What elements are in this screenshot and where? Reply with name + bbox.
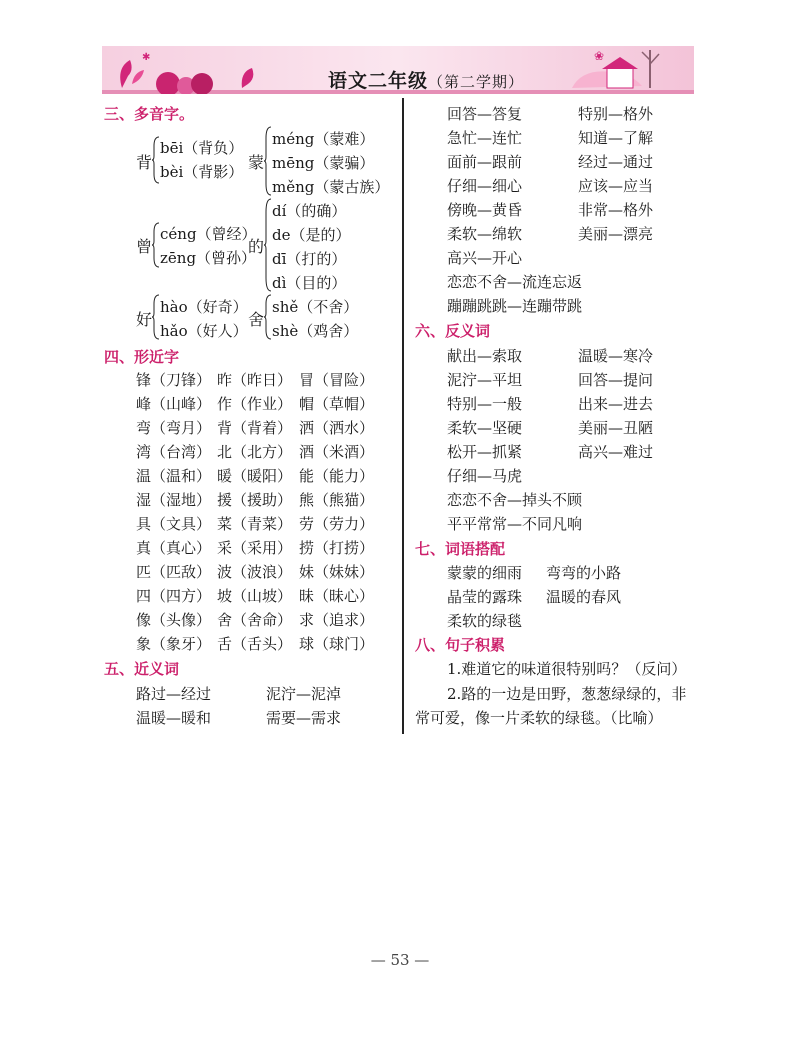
- similar-char-cell: 象（象牙）: [136, 635, 212, 653]
- antonym-pair: 出来—进去: [578, 395, 654, 413]
- similar-char-cell: 坡（山坡）: [217, 587, 293, 605]
- antonym-pair: 平平常常—不同凡响: [447, 515, 583, 533]
- synonym-pair: 温暖—暖和: [136, 709, 212, 727]
- similar-char-cell: 冒（冒险）: [299, 371, 375, 389]
- brace: [264, 294, 272, 340]
- poly-char: 曾: [136, 237, 153, 256]
- poly-reading: dí（的确）: [272, 202, 347, 220]
- brace: [152, 294, 160, 340]
- brace: [264, 198, 272, 292]
- poly-char: 好: [136, 310, 153, 329]
- poly-char: 舍: [248, 310, 265, 329]
- synonym-pair: 蹦蹦跳跳—连蹦带跳: [447, 297, 583, 315]
- similar-char-cell: 舌（舌头）: [217, 635, 293, 653]
- poly-reading: shè（鸡舍）: [272, 322, 359, 340]
- synonym-pair: 经过—通过: [578, 153, 654, 171]
- book-subtitle: （第二学期）: [428, 73, 525, 91]
- synonym-pair: 仔细—细心: [447, 177, 523, 195]
- antonym-pair: 美丽—丑陋: [578, 419, 654, 437]
- sentence: 2.路的一边是田野，葱葱绿绿的，非: [447, 685, 687, 703]
- similar-char-cell: 熊（熊猫）: [299, 491, 375, 509]
- similar-char-cell: 洒（洒水）: [299, 419, 375, 437]
- collocation: 温暖的春风: [546, 588, 622, 606]
- similar-char-cell: 求（追求）: [299, 611, 375, 629]
- poly-char: 蒙: [248, 153, 265, 172]
- poly-reading: mēng（蒙骗）: [272, 154, 375, 172]
- similar-char-cell: 帽（草帽）: [299, 395, 375, 413]
- similar-char-cell: 四（四方）: [136, 587, 212, 605]
- antonym-pair: 温暖—寒冷: [578, 347, 654, 365]
- synonym-pair: 路过—经过: [136, 685, 212, 703]
- poly-char: 背: [136, 153, 153, 172]
- antonym-pair: 高兴—难过: [578, 443, 654, 461]
- poly-reading: bèi（背影）: [160, 163, 244, 181]
- similar-char-cell: 真（真心）: [136, 539, 212, 557]
- book-title: 语文二年级: [328, 70, 429, 92]
- collocation: 蒙蒙的细雨: [447, 564, 523, 582]
- similar-char-cell: 峰（山峰）: [136, 395, 212, 413]
- collocation: 晶莹的露珠: [447, 588, 523, 606]
- similar-char-cell: 作（作业）: [217, 395, 293, 413]
- page-number: — 53 —: [370, 951, 430, 969]
- antonym-pair: 泥泞—平坦: [447, 371, 523, 389]
- synonym-pair: 非常—格外: [578, 201, 654, 219]
- similar-char-cell: 球（球门）: [299, 635, 375, 653]
- section-heading-antonyms: 六、反义词: [415, 322, 491, 340]
- poly-reading: bēi（背负）: [160, 139, 244, 157]
- poly-reading: de（是的）: [272, 226, 351, 244]
- similar-char-cell: 湾（台湾）: [136, 443, 212, 461]
- similar-char-cell: 波（波浪）: [217, 563, 293, 581]
- poly-reading: méng（蒙难）: [272, 130, 375, 148]
- similar-char-cell: 北（北方）: [217, 443, 293, 461]
- section-heading-similar-chars: 四、形近字: [104, 348, 180, 366]
- section-heading-collocations: 七、词语搭配: [415, 540, 506, 558]
- similar-char-cell: 菜（青菜）: [217, 515, 293, 533]
- synonym-pair: 高兴—开心: [447, 249, 523, 267]
- sentence: 常可爱，像一片柔软的绿毯。（比喻）: [415, 709, 663, 727]
- poly-reading: céng（曾经）: [160, 225, 257, 243]
- antonym-pair: 柔软—坚硬: [447, 419, 523, 437]
- synonym-pair: 傍晚—黄昏: [447, 201, 523, 219]
- poly-reading: hǎo（好人）: [160, 322, 248, 340]
- similar-char-cell: 酒（米酒）: [299, 443, 375, 461]
- antonym-pair: 献出—索取: [447, 347, 523, 365]
- section-heading-synonyms: 五、近义词: [104, 660, 180, 678]
- poly-char: 的: [248, 237, 265, 256]
- svg-text:❀: ❀: [594, 49, 605, 63]
- similar-char-cell: 能（能力）: [299, 467, 375, 485]
- synonym-pair: 面前—跟前: [447, 153, 523, 171]
- page-title: [328, 66, 524, 93]
- brace: [264, 126, 272, 196]
- similar-char-cell: 劳（劳力）: [299, 515, 375, 533]
- poly-reading: hào（好奇）: [160, 298, 248, 316]
- similar-char-cell: 暖（暖阳）: [217, 467, 293, 485]
- synonym-pair: 泥泞—泥淖: [266, 685, 342, 703]
- similar-char-cell: 具（文具）: [136, 515, 212, 533]
- poly-reading: dì（目的）: [272, 274, 347, 292]
- poly-reading: dī（打的）: [272, 250, 347, 268]
- poly-reading: měng（蒙古族）: [272, 178, 390, 196]
- similar-char-cell: 弯（弯月）: [136, 419, 212, 437]
- svg-text:✱: ✱: [142, 52, 151, 63]
- similar-char-cell: 锋（刀锋）: [136, 371, 212, 389]
- synonym-pair: 回答—答复: [447, 105, 523, 123]
- similar-char-cell: 背（背着）: [217, 419, 293, 437]
- similar-char-cell: 昧（昧心）: [299, 587, 375, 605]
- similar-char-cell: 捞（打捞）: [299, 539, 375, 557]
- similar-char-cell: 湿（湿地）: [136, 491, 212, 509]
- sentence: 1.难道它的味道很特别吗？（反问）: [447, 660, 687, 678]
- antonym-pair: 恋恋不舍—掉头不顾: [447, 491, 583, 509]
- brace: [152, 136, 160, 184]
- synonym-pair: 急忙—连忙: [447, 129, 523, 147]
- similar-char-cell: 采（采用）: [217, 539, 293, 557]
- antonym-pair: 仔细—马虎: [447, 467, 523, 485]
- synonym-pair: 恋恋不舍—流连忘返: [447, 273, 583, 291]
- antonym-pair: 特别—一般: [447, 395, 523, 413]
- synonym-pair: 知道—了解: [578, 129, 654, 147]
- synonym-pair: 应该—应当: [578, 177, 654, 195]
- column-divider: [402, 98, 404, 734]
- similar-char-cell: 昨（昨日）: [217, 371, 293, 389]
- section-heading-sentences: 八、句子积累: [415, 636, 506, 654]
- section-heading-polyphonic: 三、多音字。: [104, 105, 195, 123]
- synonym-pair: 柔软—绵软: [447, 225, 523, 243]
- similar-char-cell: 温（温和）: [136, 467, 212, 485]
- similar-char-cell: 妹（妹妹）: [299, 563, 375, 581]
- synonym-pair: 需要—需求: [266, 709, 342, 727]
- similar-char-cell: 像（头像）: [136, 611, 212, 629]
- collocation: 柔软的绿毯: [447, 612, 523, 630]
- synonym-pair: 特别—格外: [578, 105, 654, 123]
- similar-char-cell: 匹（匹敌）: [136, 563, 212, 581]
- brace: [152, 222, 160, 268]
- similar-char-cell: 援（援助）: [217, 491, 293, 509]
- antonym-pair: 回答—提问: [578, 371, 654, 389]
- antonym-pair: 松开—抓紧: [447, 443, 523, 461]
- collocation: 弯弯的小路: [546, 564, 622, 582]
- poly-reading: shě（不舍）: [272, 298, 359, 316]
- poly-reading: zēng（曾孙）: [160, 249, 257, 267]
- similar-char-cell: 舍（舍命）: [217, 611, 293, 629]
- synonym-pair: 美丽—漂亮: [578, 225, 654, 243]
